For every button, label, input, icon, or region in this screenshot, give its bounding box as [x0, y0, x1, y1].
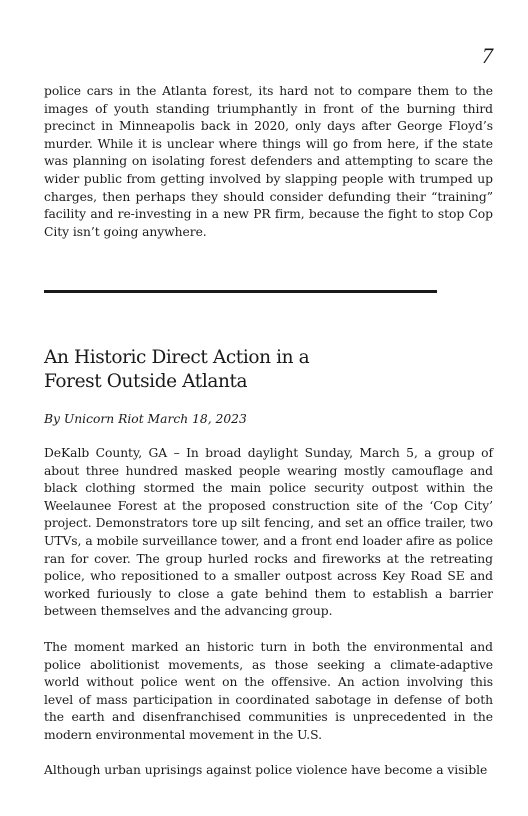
- article-paragraph-3: Although urban uprisings against police violence have become a visible: [44, 763, 488, 777]
- intro-paragraph: police cars in the Atlanta forest, its hard not to compare them to the images of youth standing triumphantly in front of the burning third precinct in Minneapolis back in 2020, only days after George Floyd’s murder. While it is unclear where things will go from here, if the state was planning on isolating forest defenders and attempting to scare the wider public from getting involved by slapping people with trumped up charges, then perhaps they should consider defunding their “training” facility and re-investing in a new PR firm, because the fight to stop Cop City isn’t going anywhere.: [44, 84, 493, 239]
- article-title: [44, 346, 464, 394]
- article-title-line-2: Forest Outside Atlanta: [44, 371, 248, 392]
- article-byline: By Unicorn Riot March 18, 2023: [44, 412, 247, 426]
- document-page: [44, 0, 493, 816]
- page-number: 7: [482, 43, 493, 68]
- article-paragraph-2: The moment marked an historic turn in both the environmental and police abolitionist movements, as those seeking a climate-adaptive world without police went on the offensive. An action involving this level of mass participation in coordinated sabotage in defense of both the earth and disenfranchised communities is unprecedented in the modern environmental movement in the U.S.: [44, 640, 493, 742]
- article-title-line-1: An Historic Direct Action in a: [44, 347, 310, 368]
- article-paragraph-1: DeKalb County, GA – In broad daylight Sunday, March 5, a group of about three hundred masked people wearing mostly camouflage and black clothing stormed the main police security outpost within the Weelaunee Forest at the proposed construction site of the ‘Cop City’ project. Demonstrators tore up silt fencing, and set an office trailer, two UTVs, a mobile surveillance tower, and a front end loader afire as police ran for cover. The group hurled rocks and fireworks at the retreating police, who repositioned to a smaller outpost across Key Road SE and worked furiously to close a gate behind them to establish a barrier between themselves and the advancing group.: [44, 446, 493, 619]
- section-divider: [44, 290, 437, 293]
